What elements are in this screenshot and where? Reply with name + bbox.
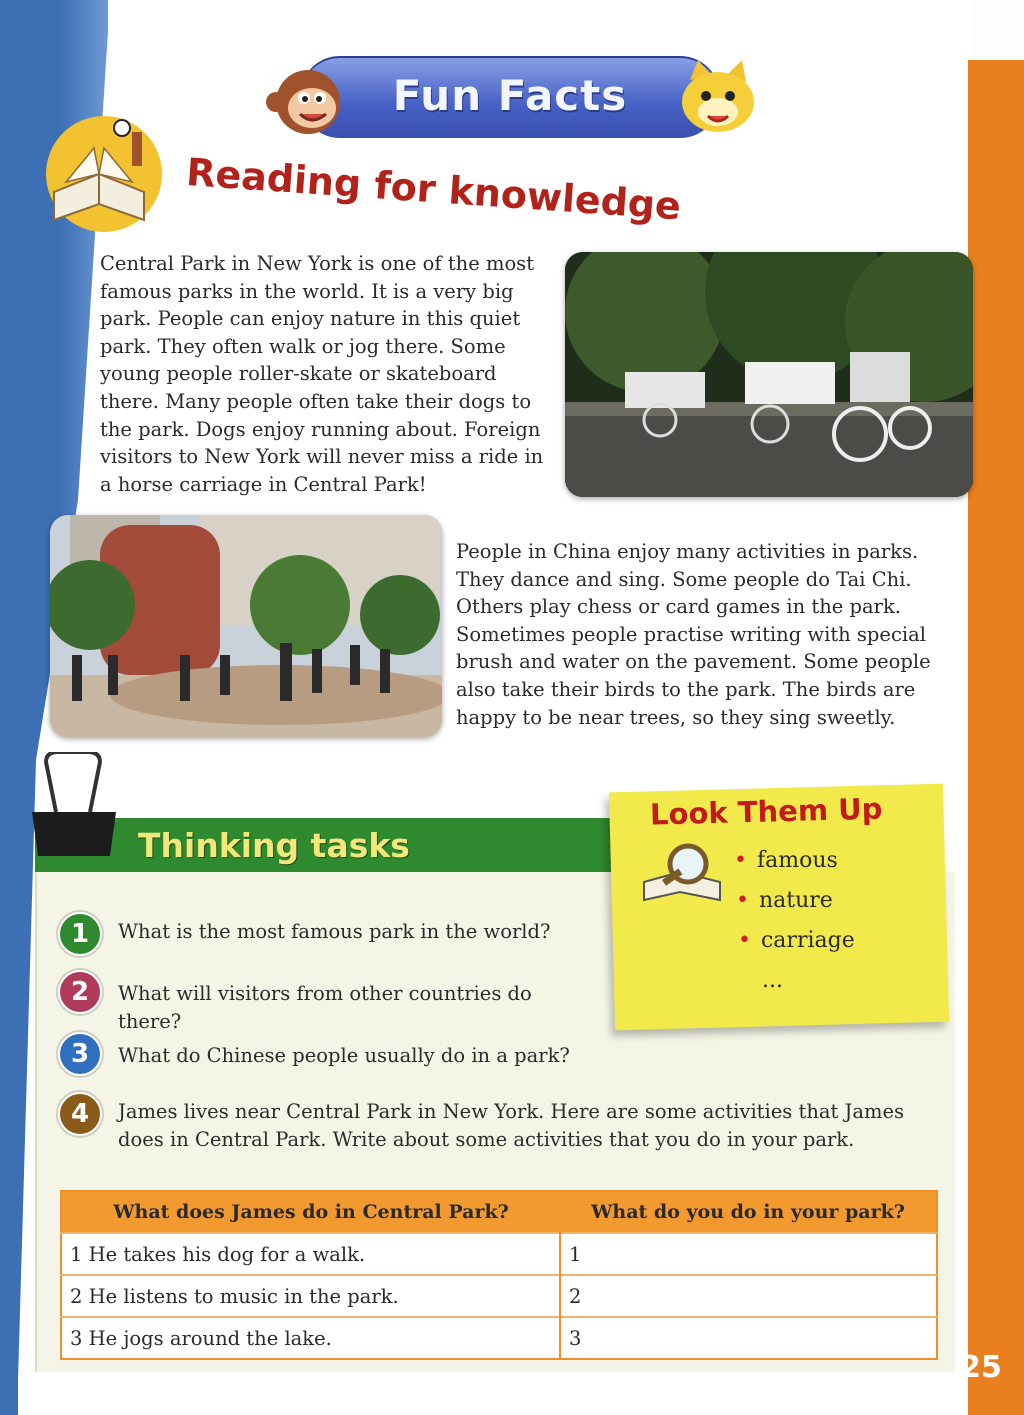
question-number: 4 (58, 1092, 102, 1136)
vocab-ellipsis: ... (762, 968, 783, 993)
table-row (61, 1317, 937, 1359)
book-emblem-icon (24, 112, 174, 234)
banner-title: Fun Facts (392, 71, 628, 120)
right-orange-band (968, 60, 1024, 1415)
photo-tai-chi-park (50, 515, 442, 737)
cat-mascot-icon (676, 60, 760, 136)
carriage-scene-icon (565, 252, 973, 497)
table-header-james: What does James do in Central Park? (61, 1191, 560, 1233)
your-activity-cell[interactable]: 3 (560, 1317, 937, 1359)
table-row (61, 1275, 937, 1317)
reading-paragraph-china-parks: People in China enjoy many activities in parks. They dance and sing. Some people do Tai Chi. Others play chess or card games in the park. Sometimes people practise writing with special brush and water on the pavement. Some people also take their birds to the park. The birds are happy to be near trees, so they sing sweetly. (456, 540, 931, 729)
question-text: What will visitors from other countries do there? (118, 982, 532, 1033)
section-subtitle: Reading for knowledge (184, 150, 683, 229)
james-activity-cell: 3 He jogs around the lake. (61, 1317, 560, 1359)
look-them-up-title: Look Them Up (649, 791, 883, 832)
vocab-word: • famous (734, 846, 838, 876)
reading-paragraph-central-park: Central Park in New York is one of the most famous parks in the world. It is a very big park. People can enjoy nature in this quiet park. They often walk or jog there. Some young people roller-skate or skateboard there. Many people often take their dogs to the park. Dogs enjoy running about. Foreign visitors to New York will never miss a ride in a horse carriage in Central Park! (100, 252, 544, 496)
table-header-you: What do you do in your park? (560, 1191, 937, 1233)
question-number: 2 (58, 970, 102, 1014)
table-header-row (61, 1191, 937, 1233)
question-number: 1 (58, 912, 102, 956)
page-number: 25 (960, 1350, 1002, 1385)
james-activity-cell: 2 He listens to music in the park. (61, 1275, 560, 1317)
question-text: James lives near Central Park in New York. Here are some activities that James does in Central Park. Write about some activities that you do in your park. (118, 1100, 905, 1151)
photo-horse-carriages (565, 252, 973, 497)
your-activity-cell[interactable]: 1 (560, 1233, 937, 1275)
question-number: 3 (58, 1032, 102, 1076)
vocab-word: • carriage (738, 926, 855, 956)
tai-chi-scene-icon (50, 515, 442, 737)
question-text: What do Chinese people usually do in a park? (118, 1044, 570, 1067)
monkey-mascot-icon (262, 62, 354, 138)
magnifier-book-icon (640, 842, 724, 906)
your-activity-cell[interactable]: 2 (560, 1275, 937, 1317)
vocab-word: • nature (736, 886, 833, 916)
james-activity-cell: 1 He takes his dog for a walk. (61, 1233, 560, 1275)
table-row (61, 1233, 937, 1275)
binder-clip-icon (26, 752, 122, 862)
thinking-tasks-title: Thinking tasks (138, 826, 410, 865)
activities-table (60, 1190, 938, 1360)
question-text: What is the most famous park in the world? (118, 920, 551, 943)
